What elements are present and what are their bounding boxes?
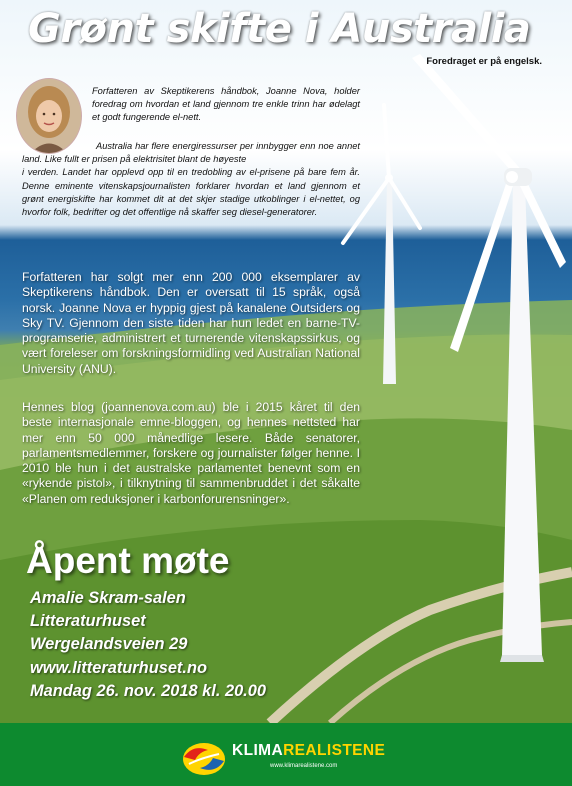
blog-paragraph: Hennes blog (joannenova.com.au) ble i 2015 kåret til den beste internasjonale emne-bloggen, og hennes nettsted har mer enn 50 000 månedlige lesere. Både senatorer, parlamentsmedlemmer, forskere og journalister følger henne. I 2010 ble hun i det australske parlamentet benevnt som en «rykende pistol», i tilknytning til sammenbruddet i det såkalte «Planen om reduksjoner i karbonforurensninger».	[22, 400, 360, 506]
klimarealistene-logo-icon	[181, 740, 227, 778]
brand-name	[232, 742, 385, 760]
meeting-venue: Amalie Skram-salen	[30, 589, 186, 607]
author-bio-paragraph: Forfatteren har solgt mer enn 200 000 eksemplarer av Skeptikerens håndbok. Den er oversatt til 15 språk, også norsk. Joanne Nova er hyppig gjest på kanalene Outsiders og Sky TV. Gjennom den siste tiden har hun ledet en barne-TV-programserie, administrert et turnerende vitenskapssirkus, og vært foreleser om forskningsformidling ved Australian National University (ANU).	[22, 270, 360, 376]
brand-name-part2: REALISTENE	[283, 742, 386, 759]
meeting-datetime: Mandag 26. nov. 2018 kl. 20.00	[30, 681, 266, 700]
brand-url[interactable]: www.klimarealistene.com	[270, 763, 338, 769]
brand-name-part1: KLIMA	[232, 742, 284, 759]
meeting-details	[30, 587, 266, 703]
energy-paragraph-lead: Australia har flere energiressurser per innbygger enn noe annet land. Like fullt er prisen på elektrisitet blant de høyeste	[22, 141, 360, 165]
poster-title: Grønt skifte i Australia	[28, 6, 531, 52]
energy-paragraph	[22, 140, 360, 219]
meeting-title: Åpent møte	[26, 540, 230, 581]
meeting-place: Litteraturhuset	[30, 612, 146, 631]
language-note: Foredraget er på engelsk.	[426, 56, 542, 67]
intro-paragraph: Forfatteren av Skeptikerens håndbok, Joanne Nova, holder foredrag om hvordan et land gjennom tre enkle trinn har ødelagt et godt fungerende el-nett.	[92, 86, 360, 123]
meeting-address: Wergelandsveien 29	[30, 635, 188, 654]
energy-paragraph-rest: i verden. Landet har opplevd opp til en tredobling av el-prisene på bare fem år. Denne eminente vitenskapsjournalisten forklarer hvordan et land gjennom et grønt energiskifte har kommet dit at det skjer stadige utkoblinger i el-nettet, og hvorfor folk, bedrifter og det offentlige nå skaffer seg diesel-generatorer.	[22, 167, 360, 217]
meeting-website: www.litteraturhuset.no	[30, 658, 207, 677]
